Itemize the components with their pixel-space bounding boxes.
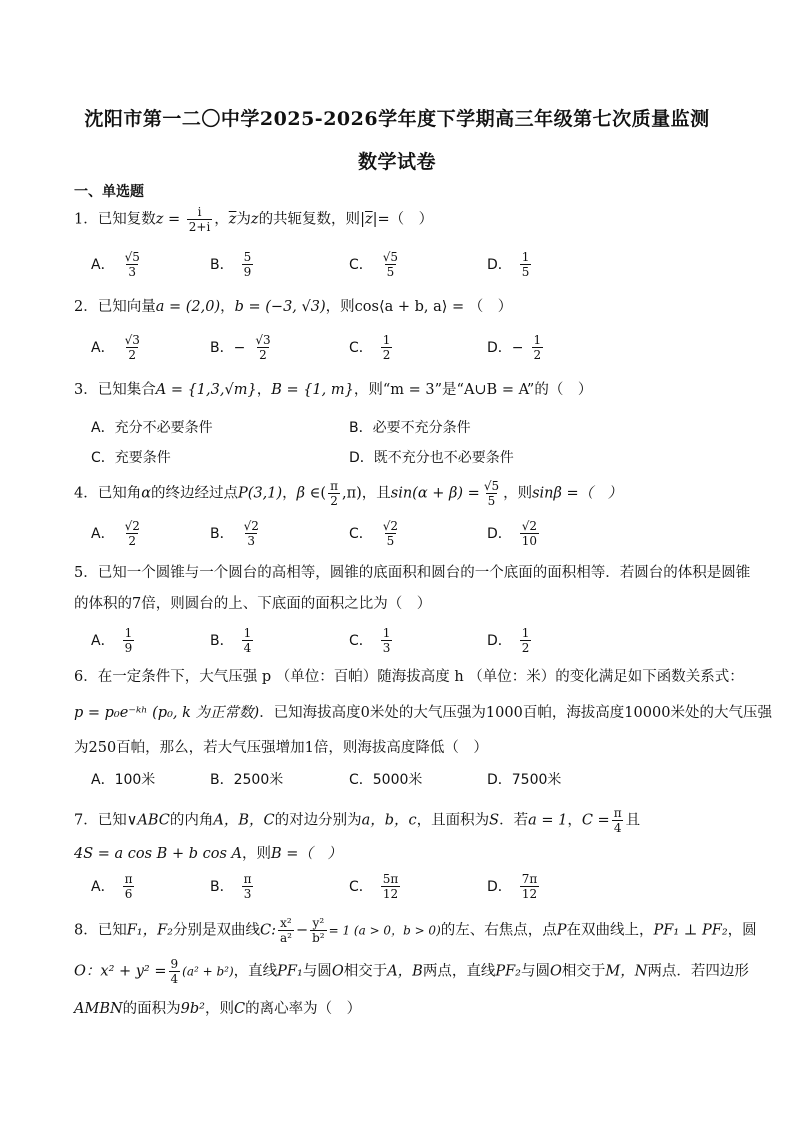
q8-text-d: 在双曲线上， [566,922,654,939]
q7-option-a[interactable] [91,866,136,906]
question-5-line-2: 的体积的7倍，则圆台的上、下底面的面积之比为（ ） [74,596,432,612]
q5-option-b-den: 4 [243,640,252,655]
q5-options [91,620,731,660]
q7-b-angle: B =（ ） [270,846,342,862]
q1-option-a-label: A． [91,257,115,273]
q8-pf1: PF₁ [277,963,303,980]
q7-option-b-label: B． [210,879,234,895]
q1-option-c[interactable] [349,244,402,284]
q8-points-ab: A，B [387,963,423,980]
q5-option-a-frac [123,626,135,655]
q2-vector-a: a = (2,0) [155,299,221,315]
q1-option-a[interactable] [91,244,144,284]
q4-option-c-label: C． [349,526,373,542]
q3-option-b[interactable]: B．必要不充分条件 [349,420,471,436]
q2-option-c-num: 1 [382,332,391,347]
q7-option-c-frac [381,872,401,901]
q8-circle: O：x² + y² = [74,963,167,980]
q5-option-c-den: 3 [382,640,391,655]
q5-option-c-label: C． [349,633,373,649]
q8-text-i: 两点，直线 [422,963,496,980]
question-2: 2．已知向量a = (2,0)，b = (−3, √3)，则cos⟨a + b, a⟩ = （ ） [74,299,513,315]
q4-option-d-num: √2 [521,518,538,533]
q5-option-c-num: 1 [382,625,391,640]
question-7-line-2 [74,842,342,863]
q4-text: 4．已知角 [74,485,142,502]
q4-option-d[interactable] [487,513,541,553]
exam-title: 沈阳市第一二〇中学2025-2026学年度下学期高三年级第七次质量监测 [84,108,710,130]
q8-circle-formula: (a² + b²) [182,964,234,979]
q2-cos: cos⟨a + b, a⟩ = （ ） [354,299,513,315]
q3-option-c[interactable]: C．充要条件 [91,450,171,466]
q7-option-c-label: C． [349,879,373,895]
q2-vector-b: b = (−3, √3) [234,299,326,315]
q8-text-j: 与圆 [520,963,550,980]
question-8-line-3 [74,997,361,1018]
q4-sin: sin(α + β) = [390,485,480,502]
question-6-line-3: 为250百帕，那么，若大气压强增加1倍，则海拔高度降低（ ） [74,740,488,756]
q3-option-d[interactable]: D．既不充分也不必要条件 [349,450,514,466]
q1-option-c-frac [381,250,400,279]
q7-option-c-den: 12 [382,886,399,901]
q2-option-c-label: C． [349,340,373,356]
q4-point: P(3,1) [238,485,283,502]
q7-option-a-num: π [124,871,133,886]
q3-set-a: A = {1,3,√m} [155,382,257,398]
q2-option-a-num: √3 [124,332,140,347]
q7-option-b-den: 3 [243,886,252,901]
q6-formula: p = p₀e⁻ᵏʰ (p₀, k 为正常数) [74,705,260,721]
q8-perp: PF₁ ⊥ PF₂ [653,922,728,939]
q7-angles: A，B，C [213,812,275,829]
q2-option-a-den: 2 [128,347,137,362]
q4-sinb: sinβ =（ ） [532,485,623,502]
q4-option-a-label: A． [91,526,115,542]
q2-option-a-label: A． [91,340,115,356]
q4-beta-in: β ∈ [296,485,321,502]
q8-text-l: 两点．若四边形 [647,963,749,980]
q6-option-a[interactable]: A．100米 [91,772,156,788]
q8-foci: F₁，F₂ [126,922,173,939]
q4-alpha: α [141,485,152,502]
question-8-line-1: 8．已知F₁，F₂分别是双曲线C: $\frac{\text{x²}}{\text{a²}}$ − $\frac{\text{y²}}{\text{b²}}$ = 1 (a > 0，b > 0)的左、右焦点，点P在双曲线上，PF₁ ⊥ PF₂，圆 [74,916,757,945]
q7-option-d-den: 12 [521,886,538,901]
q3-set-b: B = {1, m} [271,382,354,398]
q8-points-mn: M，N [605,963,648,980]
q2-option-d-frac [532,333,544,362]
question-5-line-1: 5．已知一个圆锥与一个圆台的高相等，圆锥的底面积和圆台的一个底面的面积相等．若圆台的体积是圆锥 [74,565,751,581]
q7-sides: a，b，c [361,812,417,829]
q5-option-a[interactable] [91,620,136,660]
q2-option-b-num: √3 [255,332,271,347]
q7-triangle: ∨ABC [126,812,170,829]
q7-formula: 4S = a cos B + b cos A [74,846,242,862]
q2-option-c[interactable] [349,327,394,367]
q2-option-b-label: B．− [210,340,246,356]
section-heading: 一、单选题 [74,184,144,200]
q2-text: 2．已知向量 [74,299,156,315]
q7-c-angle: C = [581,812,610,829]
q5-option-b-frac [242,626,254,655]
q5-option-a-label: A． [91,633,115,649]
q8-point-p: P [556,922,567,939]
q2-option-a-frac [123,333,142,362]
q4-option-c-num: √2 [382,518,399,533]
q1-text-e: =（ ） [377,211,434,228]
q4-option-a-num: √2 [124,518,140,533]
q1-option-b-label: B． [210,257,234,273]
q7-options [91,866,731,906]
q7-text-h: ，则 [241,846,271,862]
q6-option-c[interactable]: C．5000米 [349,772,423,788]
q4-option-b[interactable] [210,513,263,553]
q1-option-d-label: D． [487,257,512,273]
q7-option-d-num: 7π [521,871,538,886]
q3-text: 3．已知集合 [74,382,156,398]
q4-option-d-den: 10 [521,533,538,548]
q4-option-c-den: 5 [386,533,395,548]
q6-line-2-text: ．已知海拔高度0米处的大气压强为1000百帕，海拔高度10000米处的大气压强 [259,705,772,721]
q5-option-c-frac [381,626,393,655]
q2-option-c-frac [381,333,393,362]
q7-text-e: ．若 [499,812,529,829]
q2-option-c-den: 2 [382,347,391,362]
q1-option-c-label: C． [349,257,373,273]
q5-option-a-den: 9 [124,640,133,655]
q4-text-c: ，且 [361,485,391,502]
q4-option-b-label: B． [210,526,234,542]
q4-option-c[interactable] [349,513,402,553]
q8-circle-o-2: O [549,963,562,980]
q4-option-c-frac [381,519,400,548]
q7-option-b-frac [242,872,254,901]
q1-text-c: 为 [236,211,251,228]
q1-option-b-num: 5 [243,249,252,264]
q5-option-d-label: D． [487,633,512,649]
q4-option-a-den: 2 [128,533,137,548]
q2-option-d-label: D．− [487,340,524,356]
q8-text-m: 的面积为 [122,1001,181,1017]
q2-option-b-den: 2 [259,347,267,362]
question-6-line-1: 6．在一定条件下，大气压强 p （单位：百帕）随海拔高度 h （单位：米）的变化满足如下函数关系式： [74,669,744,685]
question-1: 1．已知复数z = $\frac{i}{2+i}$ ，$\overline{z}$为z的共轭复数，则$|\overline{z}|=$（ ） [74,205,434,234]
q5-option-d-den: 2 [521,640,530,655]
q5-option-b-num: 1 [243,625,252,640]
q8-x-frac: $\frac{\text{x²}}{\text{a²}}$ [279,916,292,945]
q5-option-d[interactable] [487,620,533,660]
q1-option-a-den: 3 [128,264,137,279]
q8-text-f: ，直线 [233,963,278,980]
q1-text-d: 的共轭复数，则 [258,211,361,228]
q8-text-e: ，圆 [727,922,757,939]
q1-text: 1．已知复数 [74,211,156,228]
q5-option-a-num: 1 [124,625,133,640]
q7-c-frac: $\frac{\pi}{4}$ [613,806,622,835]
q4-option-b-frac [242,519,261,548]
q1-option-c-num: √5 [382,249,399,264]
q5-option-b[interactable] [210,620,255,660]
q4-option-b-num: √2 [243,518,259,533]
q1-fraction: $\frac{i}{2+i}$ [188,205,211,234]
q1-option-d-num: 1 [521,249,530,264]
q4-text-d: ，则 [503,485,533,502]
q4-option-d-frac [520,519,539,548]
q7-option-b-num: π [243,871,252,886]
q1-option-a-frac [123,250,142,279]
q8-y-frac: $\frac{\text{y²}}{\text{b²}}$ [312,916,325,945]
q8-text-c: 的左、右焦点，点 [440,922,557,939]
q8-pf2: PF₂ [495,963,521,980]
q8-text-h: 相交于 [343,963,388,980]
q7-option-a-frac [123,872,135,901]
q1-option-d-frac [520,250,532,279]
question-8-line-2 [74,957,749,986]
q1-option-b-frac [242,250,254,279]
q7-option-d-label: D． [487,879,512,895]
q7-text-b: 的内角 [169,812,214,829]
q7-text-g: 且 [625,812,641,829]
q7-option-a-den: 6 [124,886,133,901]
question-6-line-2 [74,701,772,722]
q1-option-b-den: 9 [243,264,252,279]
q7-option-c[interactable] [349,866,402,906]
q7-option-c-num: 5π [382,871,399,886]
q7-option-b[interactable] [210,866,256,906]
q4-text-b: 的终边经过点 [151,485,239,502]
q1-option-c-den: 5 [386,264,395,279]
q1-option-d[interactable] [487,244,533,284]
q8-area: 9b² [180,1001,205,1017]
q7-a-value: a = 1 [528,812,568,829]
q4-option-d-label: D． [487,526,512,542]
question-3: 3．已知集合A = {1,3,√m}，B = {1, m}，则“m = 3”是“A∪B = A”的（ ） [74,382,593,398]
q8-curve-c: C [234,1001,246,1017]
q4-interval-frac: $\frac{\pi}{2}$ [330,479,338,508]
q8-circle-frac: $\frac{9}{4}$ [170,957,179,986]
q7-option-a-label: A． [91,879,115,895]
q2-option-d-num: 1 [533,332,542,347]
q8-text-k: 相交于 [561,963,606,980]
q4-option-a-frac [123,519,142,548]
q7-text-c: 的对边分别为 [274,812,362,829]
q8-text-n: ，则 [205,1001,234,1017]
q7-text-a: 7．已知 [74,812,127,829]
question-4: 4．已知角α的终边经过点P(3,1)，β ∈( $\frac{\pi}{2}$ ,π)，且sin(α + β) = $\frac{√5}{5}$ ，则sinβ =（ ） [74,479,623,508]
q1-options [91,244,731,284]
q5-option-d-num: 1 [521,625,530,640]
q7-option-d-frac [520,872,540,901]
q2-option-a[interactable] [91,327,144,367]
q8-curve: C: [259,922,276,939]
q6-option-b[interactable]: B．2500米 [210,772,284,788]
q8-condition: = 1 (a > 0，b > 0) [328,923,441,938]
q2-option-b-frac [253,333,272,362]
exam-subtitle: 数学试卷 [357,151,436,173]
q7-option-d[interactable] [487,866,541,906]
q8-text-g: 与圆 [302,963,332,980]
q4-option-b-den: 3 [247,533,256,548]
q1-option-d-den: 5 [521,264,530,279]
q8-text-a: 8．已知 [74,922,127,939]
q5-option-c[interactable] [349,620,394,660]
q1-option-b[interactable] [210,244,255,284]
q4-option-a[interactable] [91,513,144,553]
q7-area: S [489,812,500,829]
q8-text-o: 的离心率为（ ） [245,1001,362,1017]
q8-circle-o-1: O [331,963,344,980]
q2-options [91,327,731,367]
q8-text-b: 分别是双曲线 [172,922,260,939]
q3-option-a[interactable]: A．充分不必要条件 [91,420,213,436]
q7-text-f: ， [567,812,582,829]
q1-comma: ， [214,211,229,228]
q5-option-d-frac [520,626,532,655]
q2-option-b[interactable] [210,327,275,367]
question-7-line-1 [74,806,640,835]
q2-option-d[interactable] [487,327,545,367]
q1-option-a-num: √5 [124,249,140,264]
q3-text-b: ，则“m = 3”是“A∪B = A”的（ ） [353,382,593,398]
q8-quad: AMBN [74,1001,123,1017]
q6-option-d[interactable]: D．7500米 [487,772,562,788]
q4-sin-value: $\frac{√5}{5}$ [483,479,500,508]
q5-option-b-label: B． [210,633,234,649]
q2-option-d-den: 2 [533,347,542,362]
q7-text-d: ，且面积为 [416,812,490,829]
q4-options [91,513,731,553]
q2-text-b: ，则 [325,299,355,315]
